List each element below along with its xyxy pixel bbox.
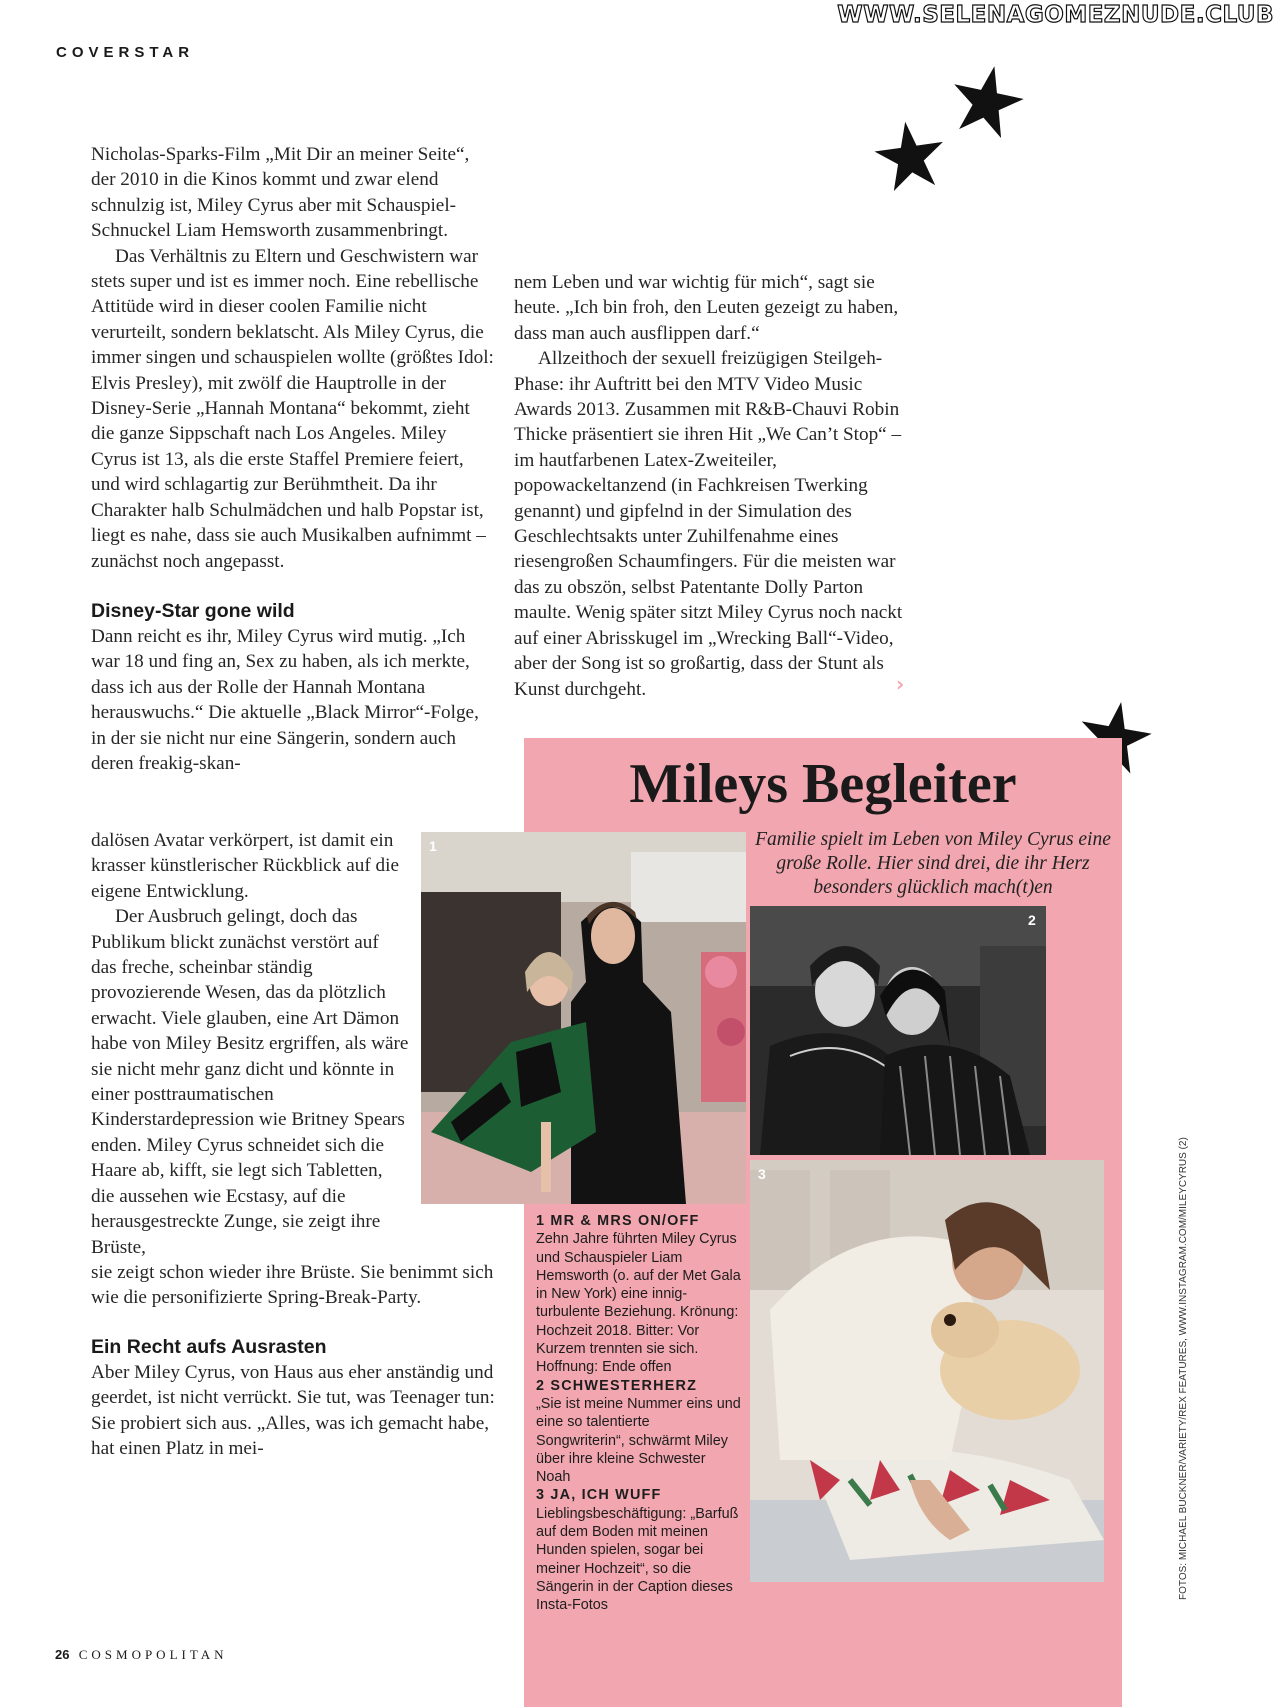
photo-number: 1 bbox=[429, 838, 437, 854]
paragraph: Dann reicht es ihr, Miley Cyrus wird mutig. „Ich war 18 und fing an, Sex zu haben, als ich merkte, dass ich aus der Rolle der Hannah Montana herauswuchs.“ Die aktuelle „Black Mirror“-Folge, in der sie nicht nur eine Sängerin, sondern auch deren freakig-skan- bbox=[91, 625, 479, 774]
photo-number: 2 bbox=[1028, 912, 1036, 928]
watermark: WWW.SELENAGOMEZNUDE.CLUB bbox=[837, 2, 1274, 28]
caption-heading: 2 SCHWESTERHERZ bbox=[536, 1377, 698, 1394]
subheading: Disney-Star gone wild bbox=[91, 599, 295, 622]
paragraph: dalösen Avatar verkörpert, ist damit ein krasser künstlerischer Rückblick auf die eigene Entwicklung. bbox=[91, 830, 399, 902]
photo-sisters bbox=[750, 906, 1046, 1155]
photo-dog bbox=[750, 1160, 1104, 1582]
section-label: COVERSTAR bbox=[56, 44, 195, 61]
paragraph: sie zeigt schon wieder ihre Brüste. Sie benimmt sich wie die personifizierte Spring-Break-Party. bbox=[91, 1262, 494, 1309]
paragraph: Das Verhältnis zu Eltern und Geschwistern war stets super und ist es immer noch. Eine rebellische Attitüde wird in dieser coolen Familie nicht verurteilt, sondern beklatscht. Als Miley Cyrus, die immer singen und schauspielen wollte (größtes Idol: Elvis Presley), mit zwölf die Hauptrolle in der Disney-Serie „Hannah Montana“ bekommt, zieht die ganze Sippschaft nach Los Angeles. Miley Cyrus ist 13, als die erste Staffel Premiere feiert, und wird schlagartig zur Berühmtheit. Da ihr Charakter halb Schulmädchen und halb Popstar ist, liegt es nahe, dass sie auch Musikalben aufnimmt – zunächst noch angepasst. bbox=[91, 245, 494, 572]
continue-arrow-icon: › bbox=[896, 672, 905, 696]
article-column-1 bbox=[91, 142, 495, 776]
caption-heading: 1 MR & MRS ON/OFF bbox=[536, 1213, 700, 1229]
paragraph: Allzeithoch der sexuell freizügigen Steilgeh-Phase: ihr Auftritt bei den MTV Video Music Awards 2013. Zusammen mit R&B-Chauvi Robin Thicke präsentiert sie ihren Hit „We Can’t Stop“ – im hautfarbenen Latex-Zweiteiler, popowackeltanzend (in Fachkreisen Twerking genannt) und gipfelnd in der Simulation des Geschlechtsakts unter Zuhilfenahme eines riesengroßen Schaumfingers. Für die meisten war das zu obszön, selbst Patentante Dolly Parton maulte. Wenig später sitzt Miley Cyrus noch nackt auf einer Abrisskugel im „Wrecking Ball“-Video, aber der Song ist so großartig, dass der Stunt als Kunst durchgeht. bbox=[514, 348, 903, 700]
page-number: 26 bbox=[55, 1647, 70, 1662]
article-column-1-narrow bbox=[91, 828, 409, 1260]
article-column-1-bottom bbox=[91, 1260, 495, 1461]
caption-text: Zehn Jahre führten Miley Cyrus und Schauspieler Liam Hemsworth (o. auf der Met Gala in New York) eine innig-turbulente Beziehung. Krönung: Hochzeit 2018. Bitter: Vor Kurzem trennten sie sich. Hoffnung: Ende offen bbox=[536, 1231, 741, 1376]
magazine-name: COSMOPOLITAN bbox=[78, 1647, 228, 1662]
caption-text: Lieblingsbeschäftigung: „Barfuß auf dem Boden mit meinen Hunden spielen, sogar bei meiner Hochzeit“, so die Sängerin in der Caption dieses Insta-Fotos bbox=[536, 1505, 739, 1614]
paragraph: Nicholas-Sparks-Film „Mit Dir an meiner Seite“, der 2010 in die Kinos kommt und zwar elend schnulzig ist, Miley Cyrus aber mit Schauspiel-Schnuckel Liam Hemsworth zusammenbringt. bbox=[91, 144, 470, 242]
photo-number: 3 bbox=[758, 1166, 766, 1182]
subheading: Ein Recht aufs Ausrasten bbox=[91, 1335, 327, 1358]
article-column-2 bbox=[514, 270, 910, 702]
paragraph: nem Leben und war wichtig für mich“, sagt sie heute. „Ich bin froh, den Leuten gezeigt zu haben, dass man auch ausflippen darf.“ bbox=[514, 272, 899, 344]
paragraph: Aber Miley Cyrus, von Haus aus eher anständig und geerdet, ist nicht verrückt. Sie tut, was Teenager tun: Sie probiert sich aus. „Alles, was ich gemacht habe, hat einen Platz in mei- bbox=[91, 1361, 495, 1460]
caption-heading: 3 JA, ICH WUFF bbox=[536, 1487, 662, 1504]
star-icon bbox=[874, 120, 946, 192]
caption-text: „Sie ist meine Nummer eins und eine so talentierte Songwriterin“, schwärmt Miley über ihre kleine Schwester Noah bbox=[536, 1395, 741, 1486]
paragraph: Der Ausbruch gelingt, doch das Publikum blickt zunächst verstört auf das freche, scheinbar ständig provozierende Wesen, das da plötzlich erwacht. Viele glauben, eine Art Dämon habe von Miley Besitz ergriffen, als wäre sie nicht mehr ganz dicht und könnte in einer posttraumatischen Kinderstardepression wie Britney Spears enden. Miley Cyrus schneidet sich die Haare ab, kifft, sie legt sich Tabletten, die aussehen wie Ecstasy, auf die herausgestreckte Zunge, sie zeigt ihre Brüste, bbox=[91, 906, 409, 1258]
box-title: Mileys Begleiter bbox=[629, 753, 1017, 815]
star-icon bbox=[950, 64, 1024, 138]
page-footer bbox=[55, 1647, 228, 1663]
box-subtitle: Familie spielt im Leben von Miley Cyrus eine große Rolle. Hier sind drei, die ihr Herz besonders glücklich mach(t)en bbox=[755, 829, 1111, 898]
photo-couple bbox=[421, 832, 746, 1204]
photo-captions bbox=[536, 1212, 742, 1615]
photo-credit: FOTOS: MICHAEL BUCKNER/VARIETY/REX FEATURES, WWW.INSTAGRAM.COM/MILEYCYRUS (2) bbox=[1178, 1137, 1189, 1600]
